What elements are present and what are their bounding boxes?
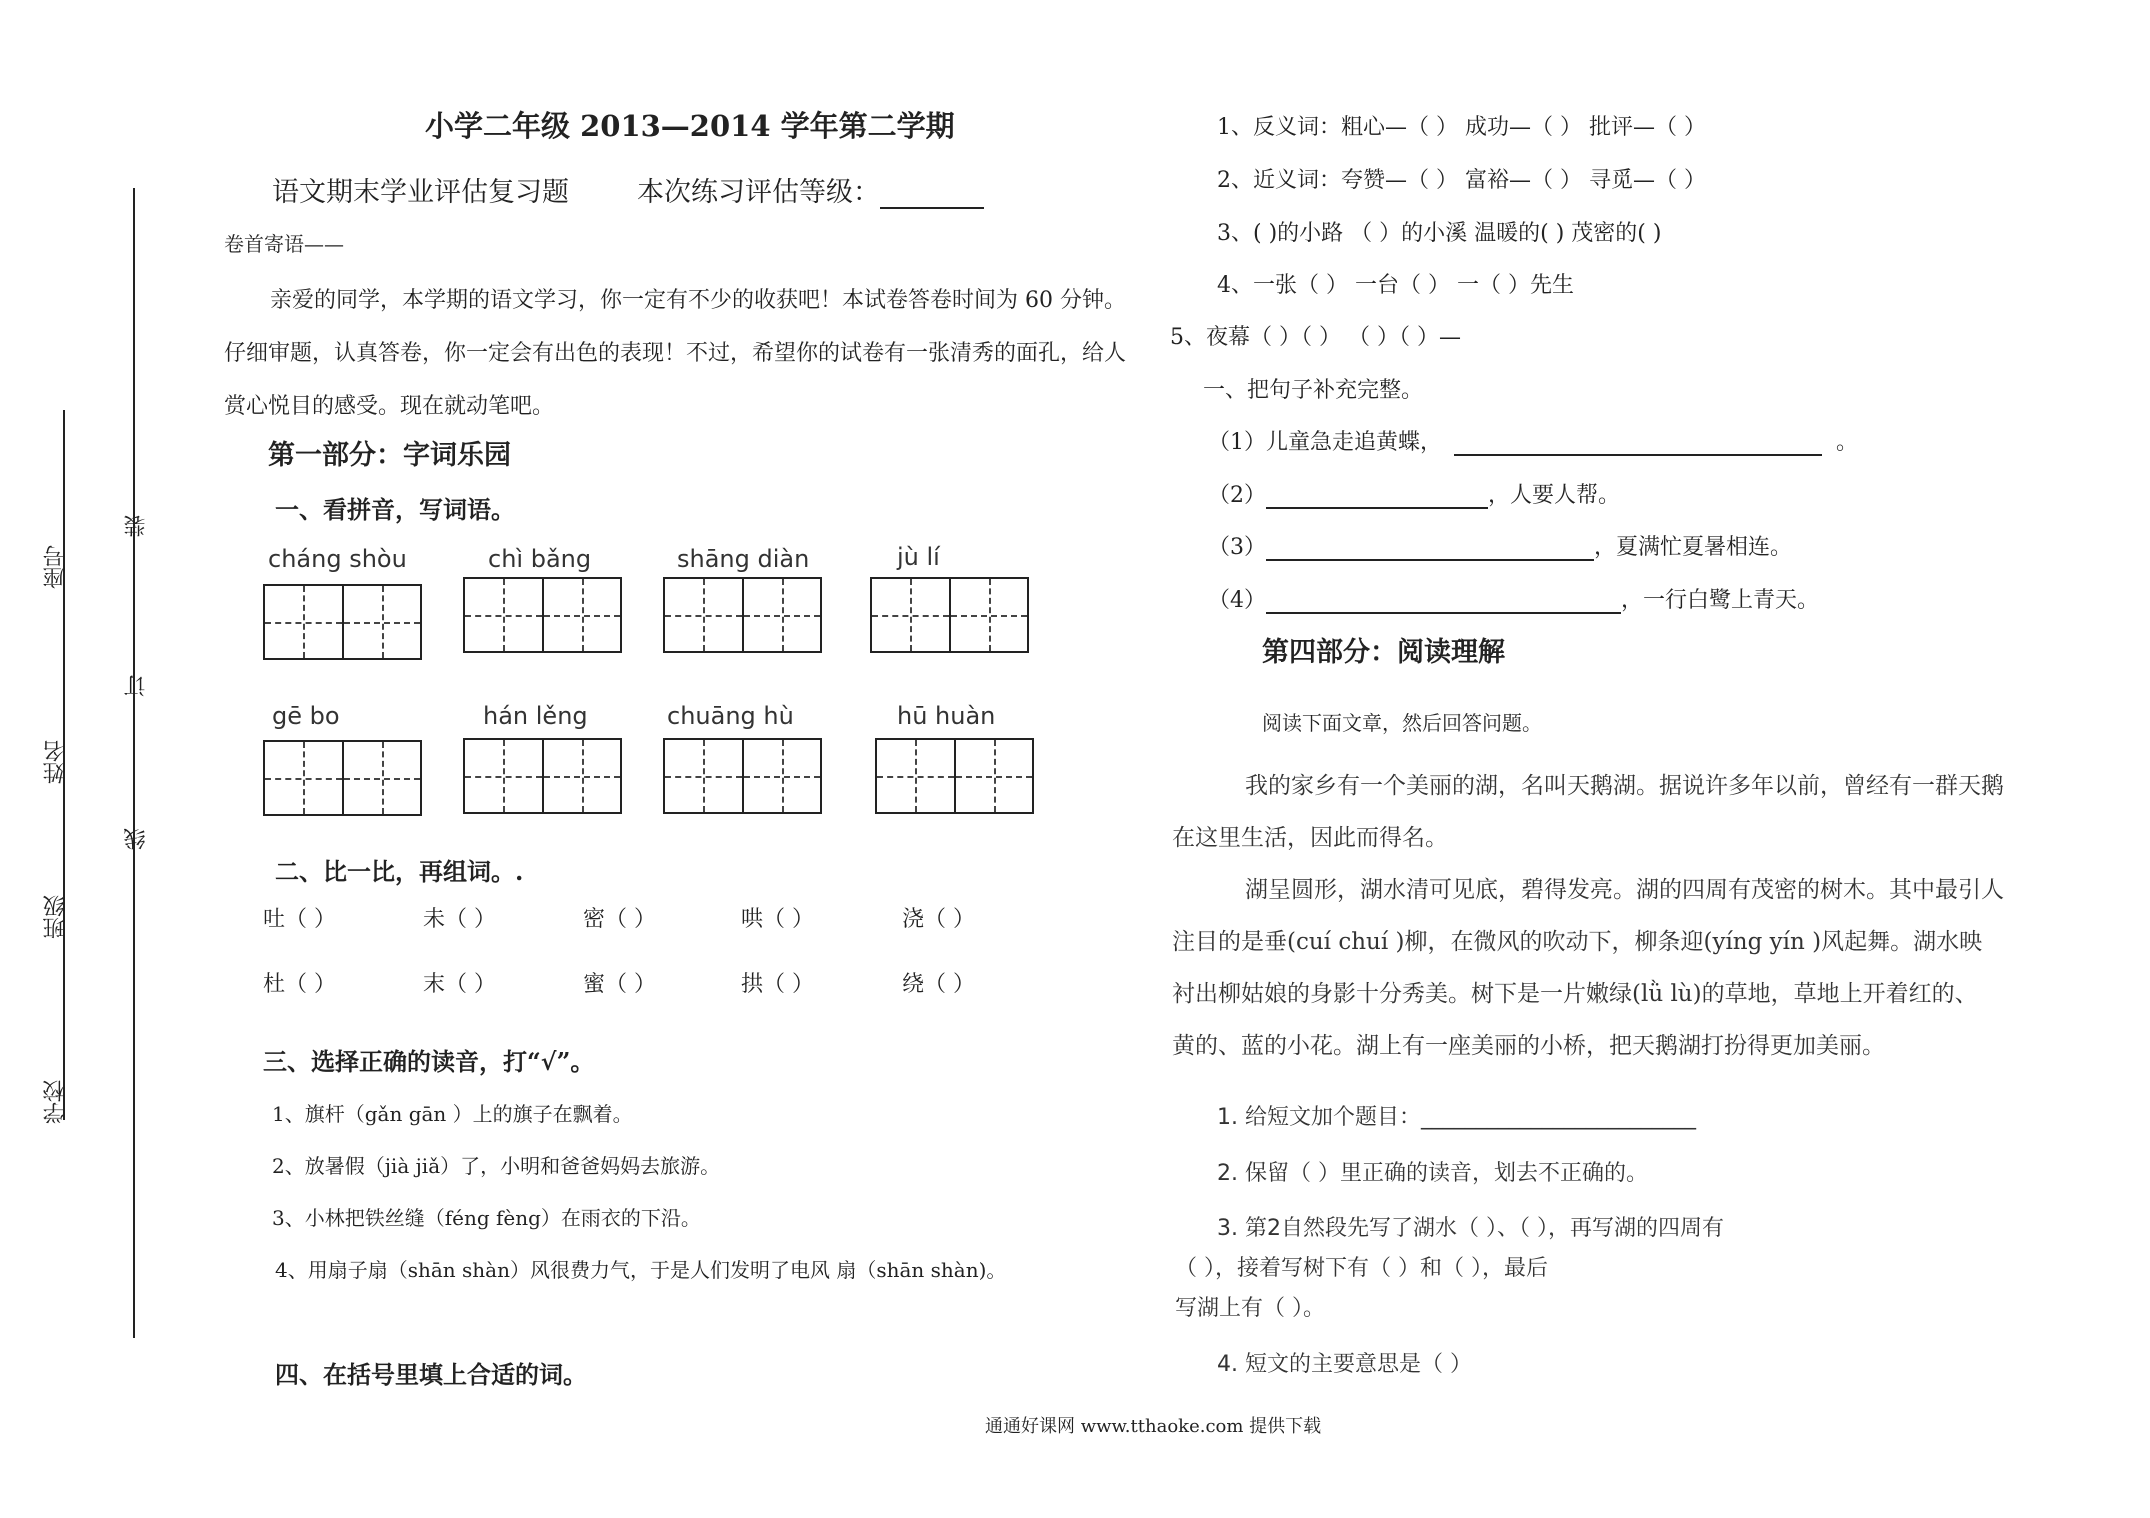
pinyin-label: chì bǎng [488, 545, 592, 573]
pronunciation-item[interactable]: 3、小林把铁丝缝（féng fèng）在雨衣的下沿。 [272, 1206, 701, 1230]
reading-question[interactable]: 3. 第2自然段先写了湖水（ ）、（ ），再写湖的四周有 [1217, 1216, 1724, 1241]
fill-item[interactable]: 4、一张（ ） 一台（ ） 一（ ）先生 [1217, 273, 1574, 298]
complete-item [1208, 425, 1858, 456]
answer-blank[interactable] [1266, 535, 1594, 561]
pronunciation-item[interactable]: 2、放暑假（jià jiǎ）了，小明和爸爸妈妈去旅游。 [272, 1154, 721, 1178]
compare-item[interactable]: 吐（ ） [263, 907, 336, 932]
grade-label [637, 170, 984, 209]
answer-blank[interactable] [1266, 588, 1621, 614]
writing-grid[interactable] [263, 740, 422, 816]
passage-line: 衬出柳姑娘的身影十分秀美。树下是一片嫩绿(lǜ lù)的草地，草地上开着红的、 [1172, 981, 1978, 1007]
reading-instruction: 阅读下面文章，然后回答问题。 [1262, 711, 1542, 735]
passage-line: 在这里生活，因此而得名。 [1172, 825, 1448, 851]
pinyin-label: hán lěng [483, 702, 588, 730]
complete-item [1208, 530, 1792, 561]
complete-item-end: 。 [1836, 430, 1859, 455]
passage-line: 我的家乡有一个美丽的湖，名叫天鹅湖。据说许多年以前，曾经有一群天鹅 [1245, 773, 2004, 799]
pinyin-label: hū huàn [897, 702, 996, 730]
answer-blank[interactable] [1454, 430, 1822, 456]
writing-grid[interactable] [263, 584, 422, 660]
complete-item-end: ，人要人帮。 [1488, 483, 1621, 508]
fill-item[interactable]: 3、( )的小路 （ ）的小溪 温暖的( ) 茂密的( ) [1217, 221, 1662, 246]
compare-item[interactable]: 绕（ ） [902, 972, 975, 997]
pinyin-label: cháng shòu [268, 545, 407, 573]
seat-number-label: 座号 [43, 545, 68, 589]
binding-char: 线 [124, 828, 149, 850]
writing-grid[interactable] [663, 577, 822, 653]
compare-item[interactable]: 浇（ ） [902, 907, 975, 932]
pronunciation-item[interactable]: 4、用扇子扇（shān shàn）风很费力气，于是人们发明了电风 扇（shān shàn)。 [275, 1258, 1007, 1282]
q1-title: 一、看拼音，写词语。 [275, 495, 515, 524]
pinyin-label: chuāng hù [667, 702, 794, 730]
writing-grid[interactable] [875, 738, 1034, 814]
answer-blank[interactable] [1266, 483, 1488, 509]
binding-line [133, 188, 135, 1338]
page-title: 小学二年级 2013—2014 学年第二学期 [425, 109, 955, 143]
writing-grid[interactable] [663, 738, 822, 814]
reading-question[interactable]: 2. 保留（ ）里正确的读音，划去不正确的。 [1217, 1161, 1648, 1186]
fill-item[interactable]: 2、近义词：夸赞—（ ） 富裕—（ ） 寻觅—（ ） [1217, 168, 1706, 193]
fill-item[interactable]: 1、反义词：粗心—（ ） 成功—（ ） 批评—（ ） [1217, 115, 1706, 140]
reading-question[interactable]: 1. 给短文加个题目：_________________________ [1217, 1105, 1696, 1130]
complete-title: 一、把句子补充完整。 [1203, 378, 1424, 403]
part1-title: 第一部分：字词乐园 [268, 440, 511, 471]
binding-char: 装 [124, 515, 149, 537]
school-label: 学校 [43, 1080, 68, 1124]
class-label: 班级 [43, 895, 68, 939]
q3-title: 三、选择正确的读音，打“√”。 [263, 1047, 595, 1076]
pinyin-label: jù lí [897, 543, 940, 571]
compare-item[interactable]: 哄（ ） [741, 907, 814, 932]
complete-item [1208, 583, 1819, 614]
fill-item[interactable]: 5、夜幕（ ）（ ） （ ）（ ）— [1170, 325, 1461, 350]
intro-line: 赏心悦目的感受。现在就动笔吧。 [224, 394, 555, 419]
reading-question[interactable]: 写湖上有（ ）。 [1175, 1296, 1325, 1321]
writing-grid[interactable] [870, 577, 1029, 653]
compare-item[interactable]: 未（ ） [423, 907, 496, 932]
footer-credit: 通通好课网 www.tthaoke.com 提供下载 [985, 1416, 1322, 1437]
compare-item[interactable]: 蜜（ ） [583, 972, 656, 997]
q2-title: 二、比一比，再组词。. [275, 857, 524, 886]
writing-grid[interactable] [463, 577, 622, 653]
compare-item[interactable]: 杜（ ） [263, 972, 336, 997]
pinyin-label: shāng diàn [677, 545, 810, 573]
complete-item-end: ，一行白鹭上青天。 [1621, 588, 1820, 613]
complete-item-end: ，夏满忙夏暑相连。 [1594, 535, 1793, 560]
intro-line: 仔细审题，认真答卷，你一定会有出色的表现！不过，希望你的试卷有一张清秀的面孔，给人 [224, 341, 1127, 366]
writing-grid[interactable] [463, 738, 622, 814]
complete-item-text: （3） [1208, 535, 1266, 560]
passage-line: 注目的是垂(cuí chuí )柳，在微风的吹动下，柳条迎(yíng yín )风起舞。湖水映 [1172, 929, 1983, 955]
complete-item-text: （1）儿童急走追黄蝶， [1208, 430, 1442, 455]
pronunciation-item[interactable]: 1、旗杆（gǎn gān ）上的旗子在飘着。 [272, 1102, 633, 1126]
part4-title: 第四部分：阅读理解 [1262, 637, 1505, 668]
reading-question[interactable]: （ ），接着写树下有（ ）和（ ），最后 [1175, 1256, 1548, 1281]
passage-line: 黄的、蓝的小花。湖上有一座美丽的小桥，把天鹅湖打扮得更加美丽。 [1172, 1033, 1885, 1059]
grade-label-text: 本次练习评估等级： [637, 177, 880, 208]
exam-subtitle: 语文期末学业评估复习题 [272, 177, 569, 208]
complete-item-text: （2） [1208, 483, 1266, 508]
complete-item [1208, 478, 1620, 509]
intro-line: 亲爱的同学，本学期的语文学习，你一定有不少的收获吧！本试卷答卷时间为 60 分钟。 [270, 288, 1126, 313]
q4-title: 四、在括号里填上合适的词。 [275, 1360, 587, 1389]
student-name-label: 姓名 [43, 740, 68, 784]
compare-item[interactable]: 末（ ） [423, 972, 496, 997]
pinyin-label: gē bo [272, 702, 340, 730]
compare-item[interactable]: 拱（ ） [741, 972, 814, 997]
grade-blank[interactable] [880, 177, 984, 209]
binding-char: 订 [124, 675, 149, 697]
intro-label: 卷首寄语—— [224, 232, 344, 256]
reading-question[interactable]: 4. 短文的主要意思是（ ） [1217, 1352, 1472, 1377]
passage-line: 湖呈圆形，湖水清可见底，碧得发亮。湖的四周有茂密的树木。其中最引人 [1245, 877, 2004, 903]
complete-item-text: （4） [1208, 588, 1266, 613]
compare-item[interactable]: 密（ ） [583, 907, 656, 932]
